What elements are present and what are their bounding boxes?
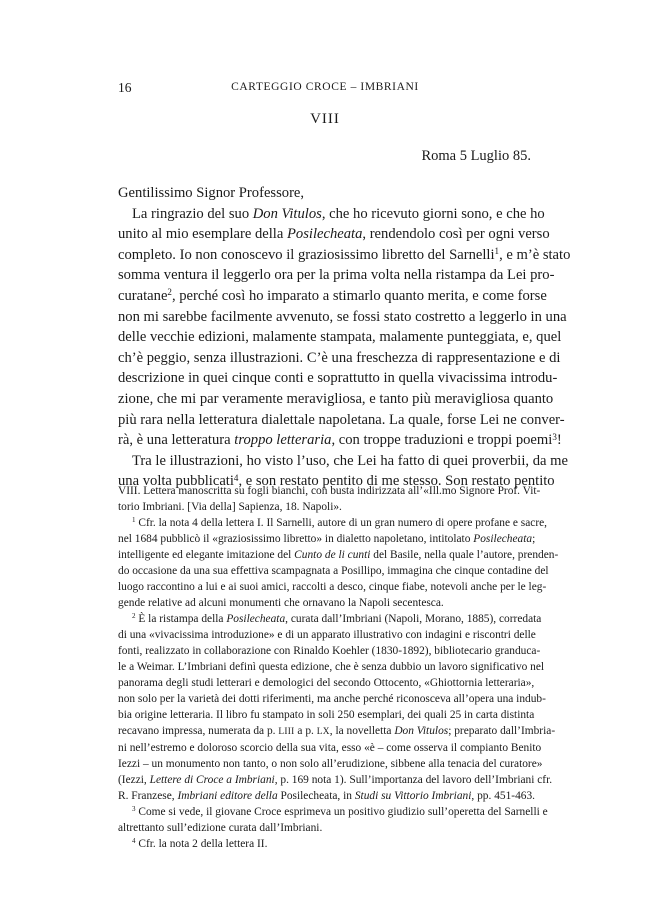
small-caps-text: LIII [278, 727, 295, 737]
footnote-line: $^2$ È la ristampa della Posilecheata, curata dall’Imbriani (Napoli, Morano, 1885), corredata [132, 612, 542, 625]
footnote-line: luogo raccontino a lui e ai suoi amici, raccolti a desco, cinque fiabe, notevoli anche per le leg- [118, 581, 547, 593]
letter-line: rà, è una letteratura troppo letteraria, con troppe traduzioni e troppi poemi$^3$! [118, 431, 562, 449]
footnote-marker: 2 [132, 612, 136, 621]
footnote-ref: 3 [552, 431, 557, 442]
footnote-line: fonti, realizzato in collaborazione con Rinaldo Koehler (1830-1892), bibliotecario granduca- [118, 645, 541, 657]
letter-line: Tra le illustrazioni, ho visto l’uso, che Lei ha fatto di quei proverbii, da me [132, 452, 568, 469]
note-intro-line: torio Imbriani. [Via della] Sapienza, 18. Napoli». [118, 501, 342, 513]
footnote-line: (Iezzi, Lettere di Croce a Imbriani, p. 169 nota 1). Sull’importanza del lavoro dell’Imbriani cfr. [118, 774, 553, 786]
italic-text: Cunto de li cunti [294, 549, 371, 561]
italic-text: Posilecheata [473, 533, 533, 545]
italic-text: Studi su Vittorio Imbriani [354, 790, 472, 802]
letter-line: completo. Io non conoscevo il graziosissimo libretto del Sarnelli$^1$, e m’è stato [118, 246, 571, 263]
running-head: CARTEGGIO CROCE – IMBRIANI [231, 81, 419, 93]
footnote-line: le a Weimar. L’Imbriani definì questa edizione, che è senza dubbio un lavoro significativo nel [118, 661, 545, 673]
footnotes [118, 483, 559, 852]
letter-line: somma ventura il leggerlo ora per la prima volta nella ristampa da Lei pro- [118, 267, 555, 284]
note-intro-line: VIII. Lettera manoscritta su fogli bianchi, con busta indirizzata all’«Ill.mo Signore Prof. Vit- [118, 485, 541, 497]
letter-line: ch’è peggio, senza illustrazioni. C’è una freschezza di rappresentazione e di [118, 349, 561, 366]
italic-text: Don Vitulos [394, 725, 449, 737]
dateline: Roma 5 Luglio 85. [421, 148, 531, 164]
footnote-line: di una «vivacissima introduzione» e di un apparato illustrativo con indagini e riscontri delle [118, 629, 536, 641]
small-caps-text: LX [316, 727, 330, 737]
page-number: 16 [118, 80, 132, 95]
letter-line: unito al mio esemplare della Posilecheata, rendendolo così per ogni verso [118, 226, 550, 243]
footnote-line: bia origine letteraria. Il libro fu stampato in soli 250 esemplari, dei quali 25 in carta distinta [118, 709, 535, 721]
letter-line: La ringrazio del suo Don Vitulos, che ho ricevuto giorni sono, e che ho [132, 205, 545, 222]
italic-text: Imbriani editore della [177, 790, 278, 802]
footnote-ref: 2 [167, 287, 172, 298]
footnote-marker: 1 [132, 516, 136, 525]
footnote-line: $^4$ Cfr. la nota 2 della lettera II. [132, 837, 268, 850]
letter-line: non mi sarebbe facilmente avvenuto, se fossi stato costretto a leggerlo in una [118, 308, 567, 325]
italic-text: Posilecheata [287, 226, 363, 243]
footnote-line: recavano impressa, numerata da p. LIII a p. LX, la novelletta Don Vitulos; preparato dall’Imbria- [118, 725, 556, 737]
footnote-marker: 3 [132, 805, 136, 814]
italic-text: troppo letteraria [234, 432, 332, 449]
letter-line: una volta pubblicati$^4$, e son restato pentito di me stesso. Son restato pentito [118, 472, 555, 490]
footnote-line: panorama degli studi letterari e demologici del secondo Ottocento, «Ghiottornia letteraria», [118, 677, 535, 689]
footnote-line: do occasione da una sua effettiva scampagnata a Posillipo, immagina che cinque contadine del [118, 565, 549, 577]
footnote-line: altrettanto sull’edizione curata dall’Imbriani. [118, 822, 323, 834]
italic-text: Don Vitulos [252, 205, 322, 222]
footnote-marker: 4 [132, 837, 136, 846]
italic-text: Posilecheata [226, 613, 286, 625]
footnote-line: nel 1684 pubblicò il «graziosissimo libretto» in dialetto napoletano, intitolato Posilecheata; [118, 533, 536, 545]
footnote-line: $^3$ Come si vede, il giovane Croce esprimeva un positivo giudizio sull’operetta del Sarnelli e [132, 805, 548, 818]
footnote-line: ni nell’estremo e doloroso scorcio della sua vita, esso «è – come osserva il compianto Benito [118, 742, 542, 754]
footnote-line: non solo per la varietà dei dotti riferimenti, ma anche perché riconosceva all’opera una indub- [118, 693, 546, 705]
letter-line: zione, che mi par veramente meravigliosa, e tanto più meravigliosa quanto [118, 390, 554, 407]
footnote-line: gende relative ad alcuni monumenti che ornavano la Napoli secentesca. [118, 597, 444, 609]
footnote-line: R. Franzese, Imbriani editore della Posilecheata, in Studi su Vittorio Imbriani, pp. 451-463. [118, 790, 536, 802]
letter-body [118, 183, 571, 492]
footnote-ref: 1 [494, 246, 500, 257]
footnote-line: Iezzi – un monumento non tanto, o non solo all’erudizione, sibbene alla tenacia del curatore» [118, 758, 543, 770]
letter-line: descrizione in quei cinque conti e soprattutto in quella vivacissima introdu- [118, 370, 558, 387]
letter-line: curatane$^2$, perché così ho imparato a stimarlo quanto merita, e come forse [118, 287, 547, 304]
italic-text: Lettere di Croce a Imbriani [149, 774, 275, 786]
letter-numeral: VIII [310, 111, 340, 127]
salutation: Gentilissimo Signor Professore, [118, 185, 305, 201]
letter-line: più rara nella letteratura dialettale napoletana. La quale, forse Lei ne conver- [118, 411, 565, 428]
footnote-ref: 4 [233, 472, 239, 483]
footnote-line: intelligente ed elegante imitazione del Cunto de li cunti del Basile, nella quale l’autore, prenden- [118, 549, 559, 561]
footnote-line: $^1$ Cfr. la nota 4 della lettera I. Il Sarnelli, autore di un gran numero di opere profane e sacre, [132, 516, 548, 529]
letter-line: delle vecchie edizioni, malamente stampata, malamente punteggiata, e, quel [118, 329, 562, 346]
